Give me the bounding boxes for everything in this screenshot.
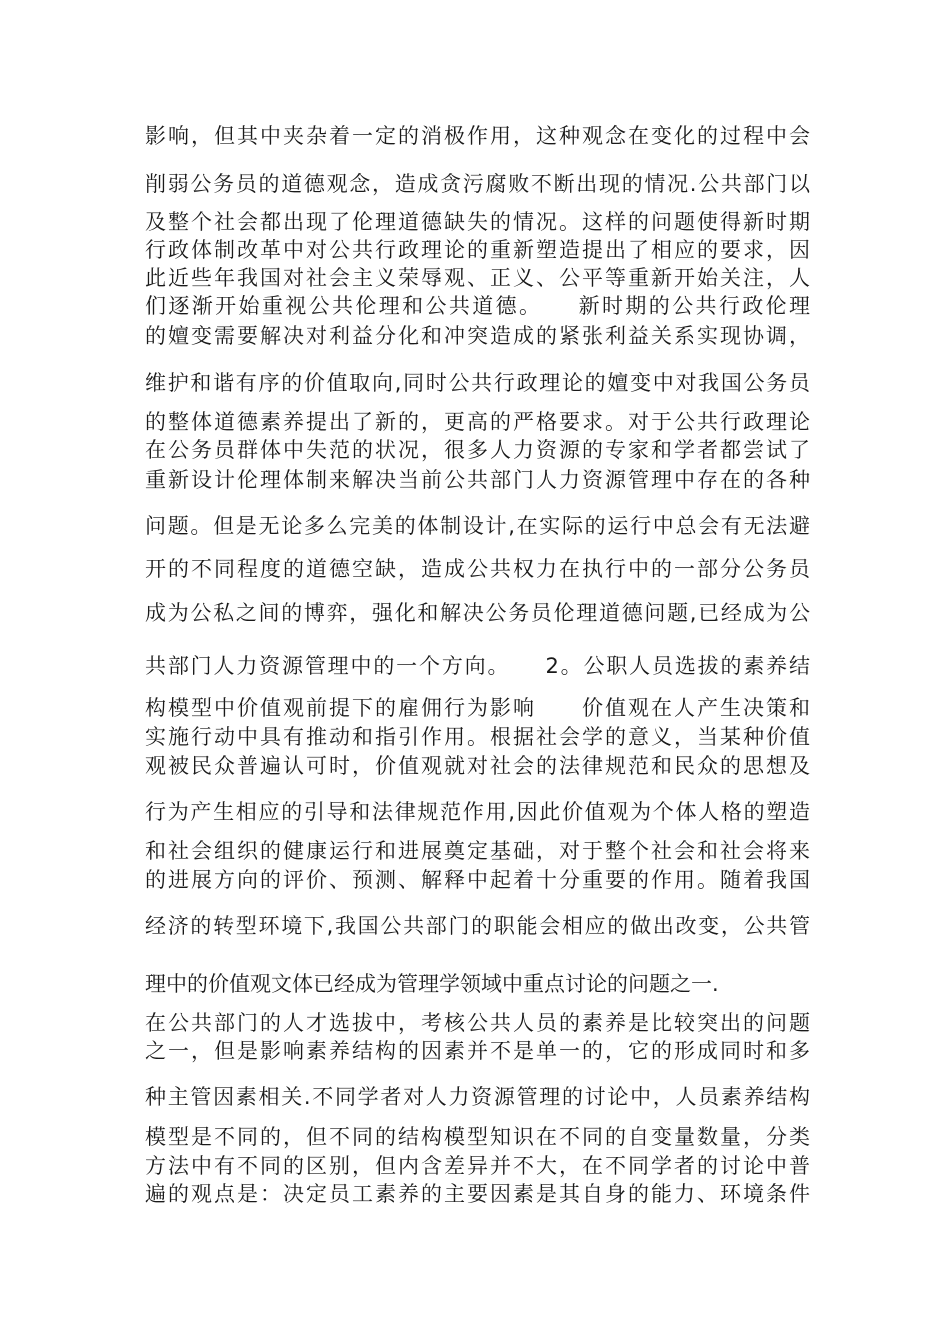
paragraph-line: 经济的转型环境下,我国公共部门的职能会相应的做出改变，公共管 [145,914,810,938]
paragraph-line: 此近些年我国对社会主义荣辱观、正义、公平等重新开始关注，人 [145,266,810,290]
paragraph-line: 问题。但是无论多么完美的体制设计,在实际的运行中总会有无法避 [145,514,810,538]
paragraph-line: 的嬗变需要解决对利益分化和冲突造成的紧张利益关系实现协调， [145,324,810,348]
paragraph-line: 维护和谐有序的价值取向,同时公共行政理论的嬗变中对我国公务员 [145,371,810,395]
paragraph-line: 削弱公务员的道德观念，造成贪污腐败不断出现的情况.公共部门以 [145,172,810,196]
paragraph-line: 方法中有不同的区别，但内含差异并不大，在不同学者的讨论中普 [145,1154,810,1178]
paragraph-line: 种主管因素相关.不同学者对人力资源管理的讨论中，人员素养结构 [145,1085,810,1109]
paragraph-line: 之一，但是影响素养结构的因素并不是单一的，它的形成同时和多 [145,1039,810,1063]
paragraph-line: 理中的价值观文体已经成为管理学领域中重点讨论的问题之一. [145,972,719,996]
paragraph-line: 们逐渐开始重视公共伦理和公共道德。 新时期的公共行政伦理 [145,294,810,318]
paragraph-line: 观被民众普遍认可时，价值观就对社会的法律规范和民众的思想及 [145,754,810,778]
paragraph-line: 在公务员群体中失范的状况，很多人力资源的专家和学者都尝试了 [145,438,810,462]
paragraph-line: 在公共部门的人才选拔中，考核公共人员的素养是比较突出的问题 [145,1011,810,1035]
paragraph-line: 和社会组织的健康运行和进展奠定基础，对于整个社会和社会将来 [145,839,810,863]
paragraph-line: 构模型中价值观前提下的雇佣行为影响 价值观在人产生决策和 [145,696,810,720]
paragraph-line: 实施行动中具有推动和指引作用。根据社会学的意义，当某种价值 [145,725,810,749]
paragraph-line: 模型是不同的，但不同的结构模型知识在不同的自变量数量，分类 [145,1125,810,1149]
paragraph-line: 的进展方向的评价、预测、解释中起着十分重要的作用。随着我国 [145,868,810,892]
paragraph-line: 行为产生相应的引导和法律规范作用,因此价值观为个体人格的塑造 [145,800,810,824]
paragraph-line: 的整体道德素养提出了新的，更高的严格要求。对于公共行政理论 [145,410,810,434]
paragraph-line: 开的不同程度的道德空缺，造成公共权力在执行中的一部分公务员 [145,557,810,581]
paragraph-line: 成为公私之间的博弈，强化和解决公务员伦理道德问题,已经成为公 [145,601,810,625]
paragraph-line: 及整个社会都出现了伦理道德缺失的情况。这样的问题使得新时期 [145,210,810,234]
paragraph-line: 行政体制改革中对公共行政理论的重新塑造提出了相应的要求，因 [145,238,810,262]
paragraph-line: 重新设计伦理体制来解决当前公共部门人力资源管理中存在的各种 [145,468,810,492]
paragraph-line: 共部门人力资源管理中的一个方向。 2。公职人员选拔的素养结 [145,654,810,678]
paragraph-line: 影响，但其中夹杂着一定的消极作用，这种观念在变化的过程中会 [145,124,810,148]
paragraph-line: 遍的观点是：决定员工素养的主要因素是其自身的能力、环境条件 [145,1182,810,1206]
